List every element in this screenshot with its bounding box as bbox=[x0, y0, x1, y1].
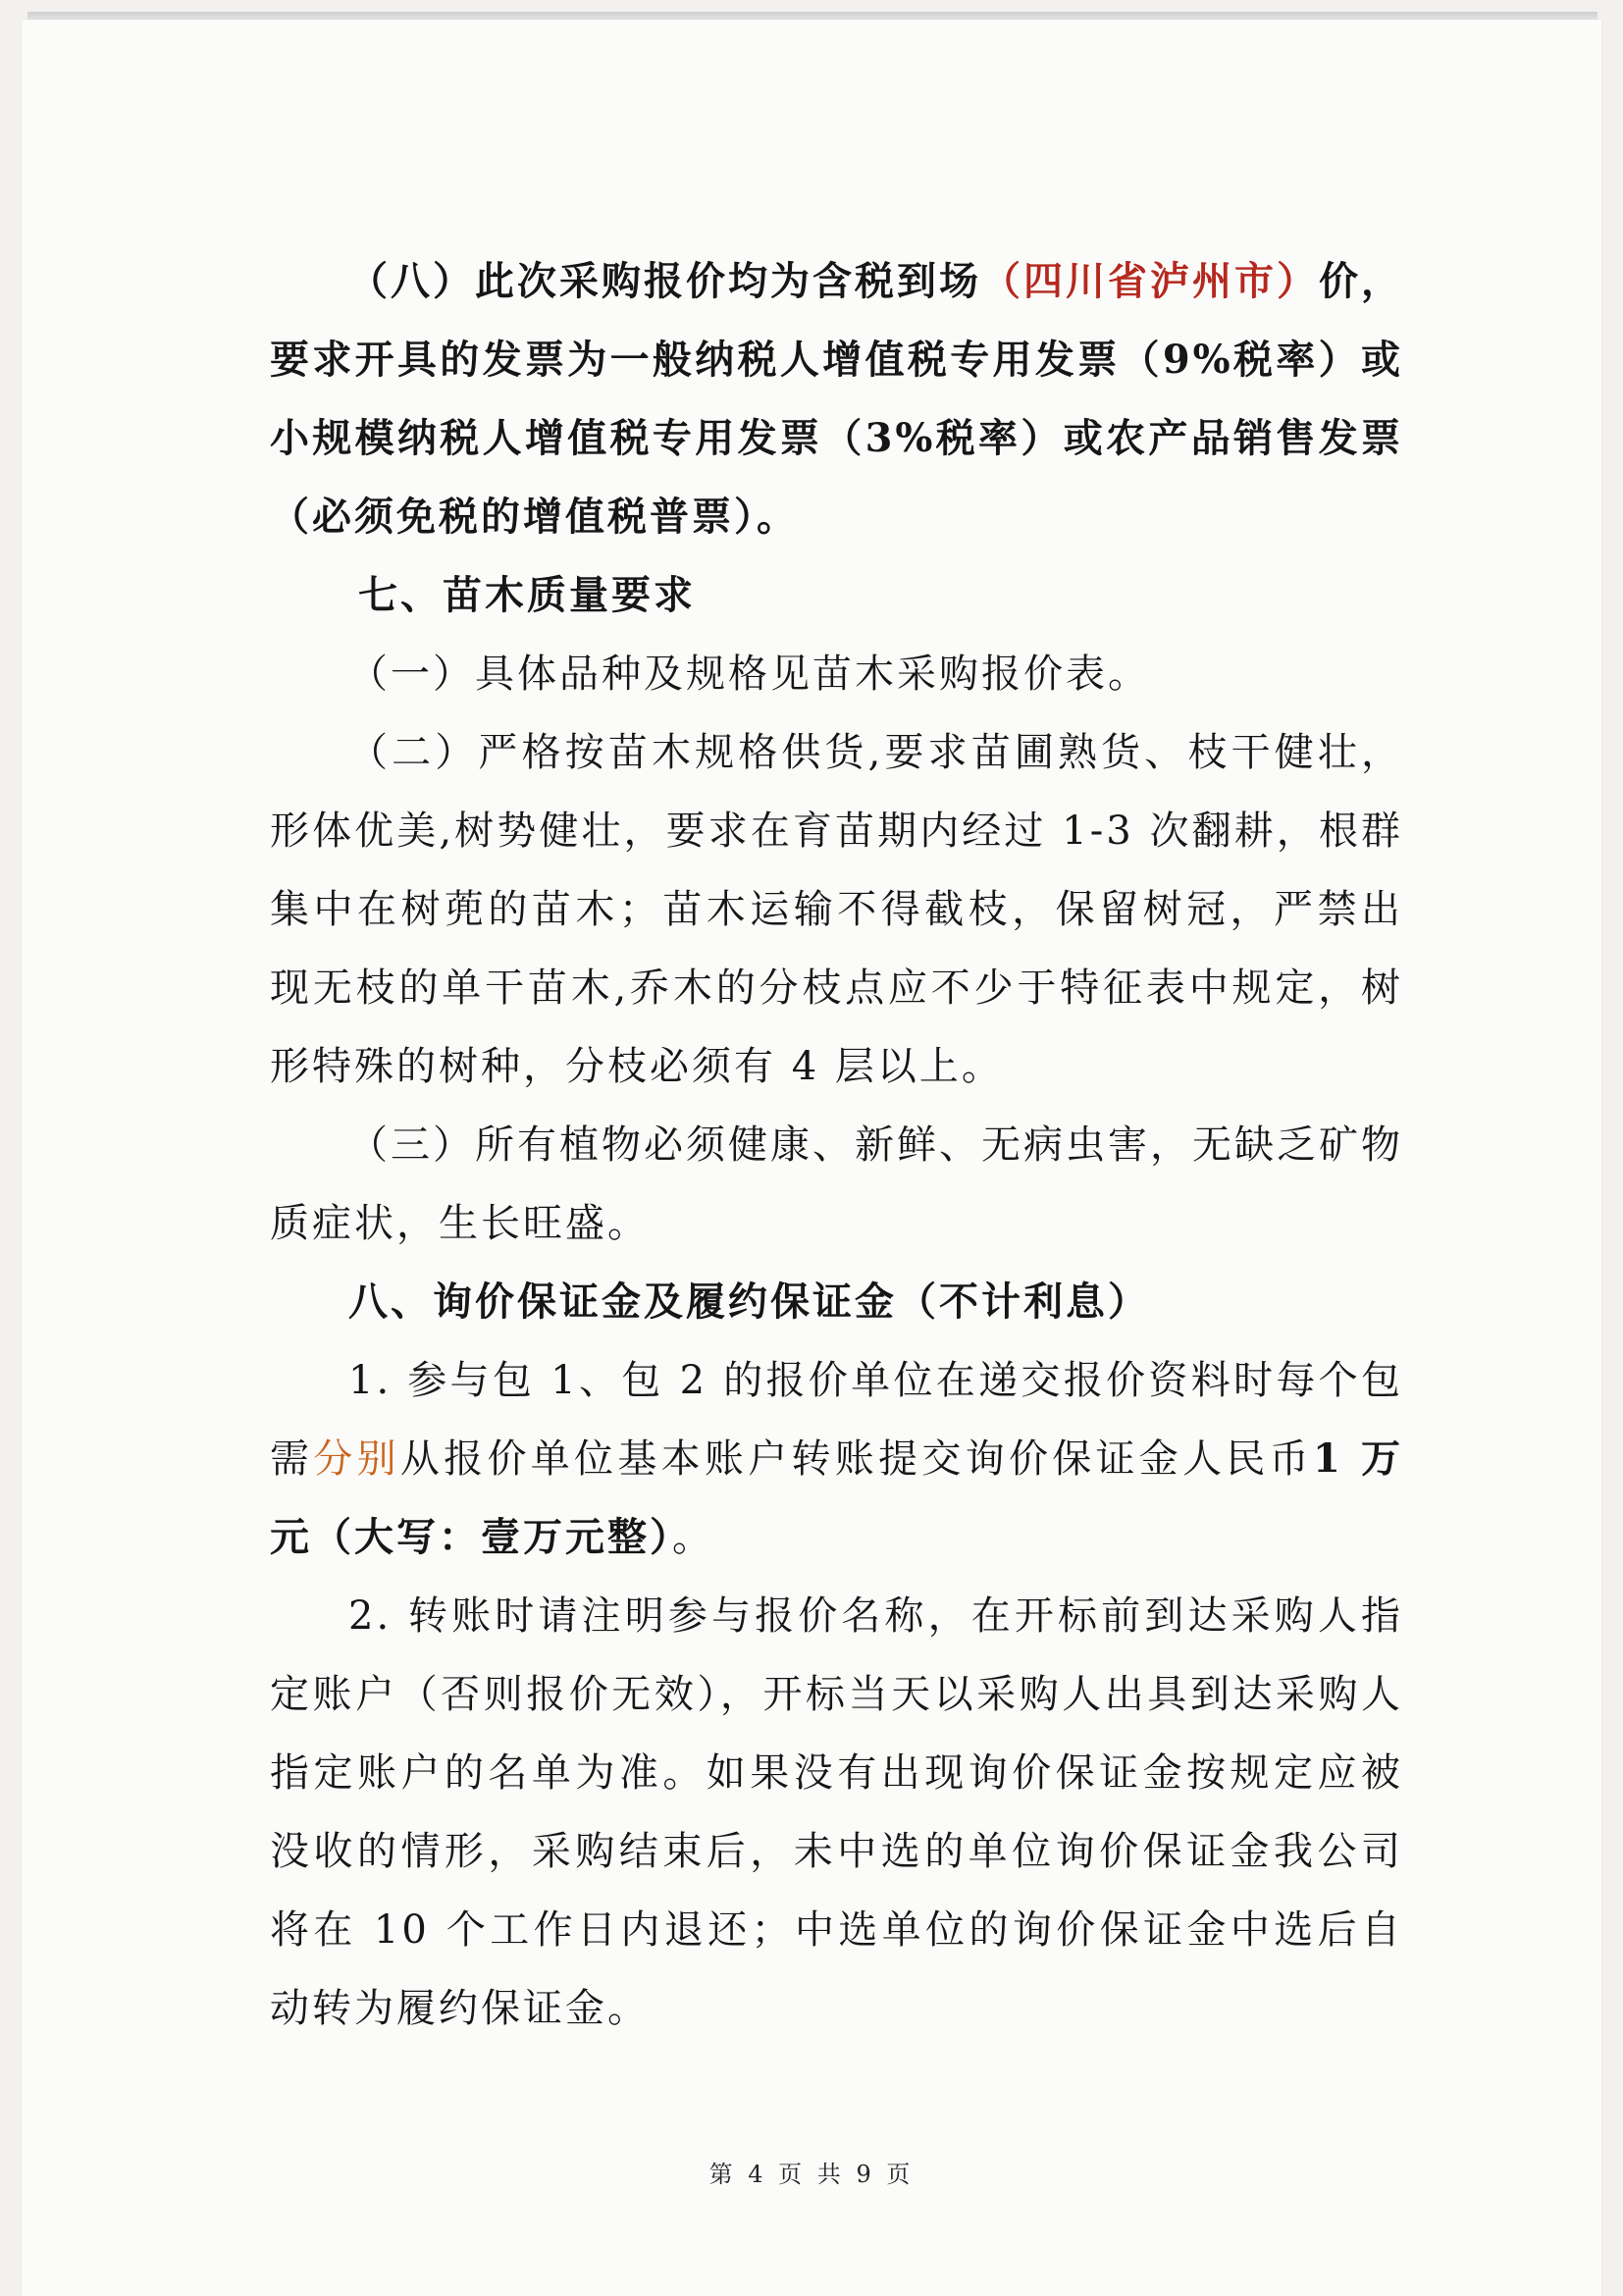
section7-heading: 七、苗木质量要求 bbox=[358, 572, 696, 618]
section8-item1 bbox=[270, 1341, 1403, 1577]
section7-item2: （二）严格按苗木规格供货,要求苗圃熟货、枝干健壮，形体优美,树势健壮，要求在育苗期内经过 1-3 次翻耕，根群集中在树蔸的苗木；苗木运输不得截枝，保留树冠，严禁出现无枝的单干苗木,乔木的分枝点应不少于特征表中规定，树形特殊的树种，分枝必须有 4 层以上。 bbox=[270, 730, 1403, 1089]
item8-text-pre: （八）此次采购报价均为含税到场 bbox=[348, 258, 981, 304]
item1-text-mid: 从报价单位基本账户转账提交询价保证金人民币 bbox=[399, 1436, 1313, 1482]
document-body bbox=[270, 242, 1403, 2048]
item1-text-pre: 1. 参与包 1、包 2 的报价单位在递交报价资料时每个包需 bbox=[270, 1358, 1403, 1482]
section7-item1: （一）具体品种及规格见苗木采购报价表。 bbox=[348, 652, 1150, 697]
item1-highlight: 分别 bbox=[313, 1436, 400, 1482]
item1-amount: 1 万元（大写：壹万元整） bbox=[270, 1435, 1404, 1560]
item8-text-post: 价，要求开具的发票为一般纳税人增值税专用发票（9%税率）或小规模纳税人增值税专用发票（3%税率）或农产品销售发票（必须免税的增值税普票）。 bbox=[270, 258, 1403, 540]
section8-item2: 2. 转账时请注明参与报价名称，在开标前到达采购人指定账户（否则报价无效），开标当天以采购人出具到达采购人指定账户的名单为准。如果没有出现询价保证金按规定应被没收的情形，采购结束后，未中选的单位询价保证金我公司将在 10 个工作日内退还；中选单位的询价保证金中选后自动转为履约保证金。 bbox=[270, 1593, 1403, 2031]
item8-location: （四川省泸州市） bbox=[981, 258, 1319, 304]
section8-heading: 八、询价保证金及履约保证金（不计利息） bbox=[348, 1278, 1150, 1325]
section7-item3: （三）所有植物必须健康、新鲜、无病虫害，无缺乏矿物质症状，生长旺盛。 bbox=[270, 1122, 1403, 1246]
section6-item8-paragraph bbox=[270, 242, 1403, 556]
item1-text-end: 。 bbox=[672, 1515, 714, 1560]
page-number-footer: 第 4 页 共 9 页 bbox=[708, 2161, 915, 2188]
